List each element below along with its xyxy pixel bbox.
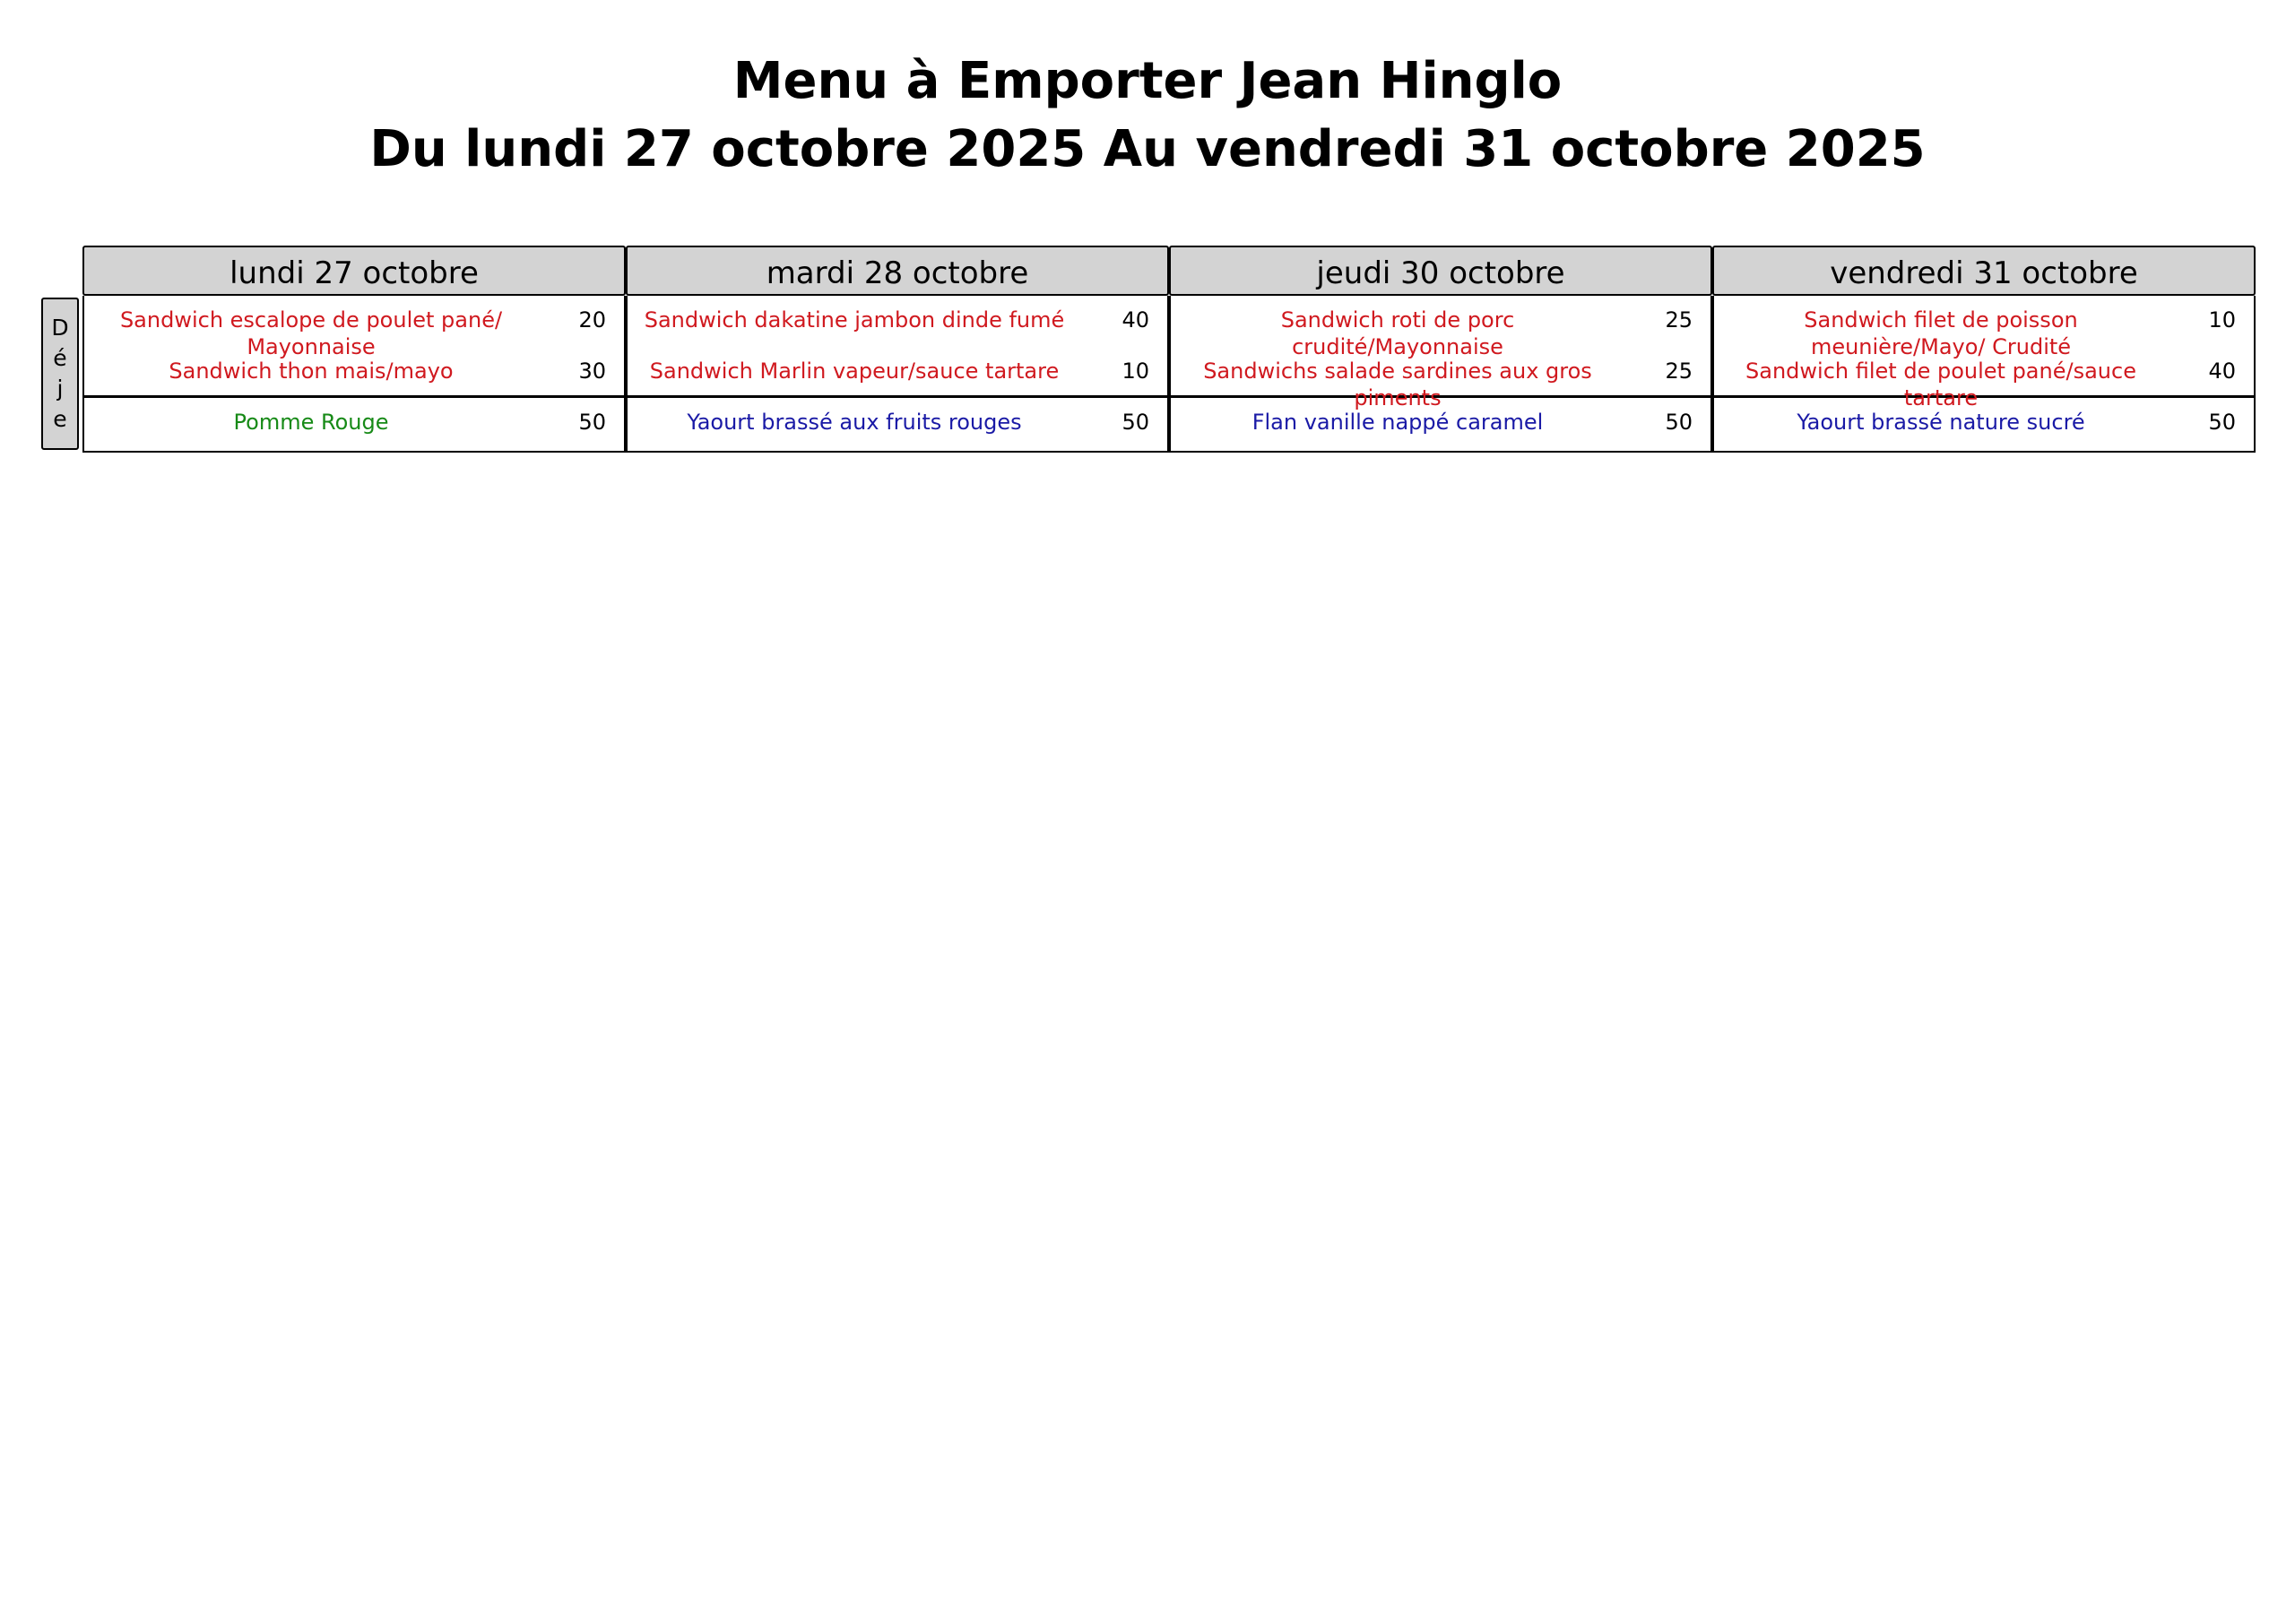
menu-item (84, 409, 624, 445)
menu-item-qty: 20 (578, 307, 606, 333)
menu-item-name: Sandwich dakatine jambon dinde fumé (644, 307, 1065, 333)
main-dishes-group (628, 296, 1167, 398)
menu-item-qty: 40 (2208, 358, 2236, 384)
menu-item (1171, 409, 1710, 445)
menu-item (1714, 409, 2254, 445)
main-dishes-group (1171, 296, 1710, 410)
meal-label-letter: D (51, 315, 69, 341)
menu-item-qty: 25 (1665, 307, 1693, 333)
menu-item (1714, 358, 2254, 410)
day-column-jeudi (1169, 246, 1712, 453)
menu-item (84, 358, 624, 393)
main-dishes-group (84, 296, 624, 398)
date-range-subtitle: Du lundi 27 octobre 2025 Au vendredi 31 octobre 2025 (369, 120, 1926, 178)
menu-item-qty: 10 (2208, 307, 2236, 333)
menu-item (628, 409, 1167, 445)
day-column-lundi (82, 246, 626, 453)
menu-item-qty: 25 (1665, 358, 1693, 384)
day-header: vendredi 31 octobre (1712, 246, 2256, 296)
menu-item-name: Sandwich thon mais/mayo (169, 358, 454, 384)
menu-item-name: Sandwich filet de poisson meunière/Mayo/ Crudité (1804, 307, 2078, 359)
day-header: jeudi 30 octobre (1169, 246, 1712, 296)
day-menu (1169, 296, 1712, 453)
menu-item-name: Pomme Rouge (233, 410, 389, 435)
menu-item-name: Yaourt brassé nature sucré (1797, 410, 2085, 435)
day-column-vendredi (1712, 246, 2256, 453)
page-title: Menu à Emporter Jean Hinglo (732, 52, 1563, 110)
menu-item-name: Sandwich roti de porc crudité/Mayonnaise (1280, 307, 1515, 359)
meal-label-letter: é (53, 345, 67, 371)
main-dishes-group (1714, 296, 2254, 410)
menu-item-name: Yaourt brassé aux fruits rouges (687, 410, 1022, 435)
day-menu (1712, 296, 2256, 453)
menu-item-qty: 50 (1665, 410, 1693, 435)
day-menu (82, 296, 626, 453)
menu-item-name: Sandwich escalope de poulet pané/ Mayonnaise (119, 307, 503, 359)
meal-label-letter: j (56, 376, 64, 402)
menu-item-name: Flan vanille nappé caramel (1251, 410, 1544, 435)
menu-item-name: Sandwichs salade sardines aux gros piments (1203, 358, 1592, 410)
day-menu (626, 296, 1169, 453)
meal-label-dejeuner (41, 298, 79, 450)
menu-item-qty: 10 (1122, 358, 1149, 384)
day-header: mardi 28 octobre (626, 246, 1169, 296)
menu-item-name: Sandwich filet de poulet pané/sauce tartare (1745, 358, 2136, 410)
menu-item (628, 307, 1167, 342)
menu-item-qty: 50 (578, 410, 606, 435)
menu-item (1714, 307, 2254, 359)
menu-item-qty: 40 (1122, 307, 1149, 333)
menu-item (1171, 358, 1710, 410)
day-header: lundi 27 octobre (82, 246, 626, 296)
day-column-mardi (626, 246, 1169, 453)
menu-item-name: Sandwich Marlin vapeur/sauce tartare (649, 358, 1060, 384)
menu-item-qty: 50 (1122, 410, 1149, 435)
menu-item-qty: 50 (2208, 410, 2236, 435)
meal-label-letter: e (53, 406, 67, 432)
menu-item (628, 358, 1167, 393)
menu-item (1171, 307, 1710, 359)
menu-item-qty: 30 (578, 358, 606, 384)
menu-item (84, 307, 624, 359)
